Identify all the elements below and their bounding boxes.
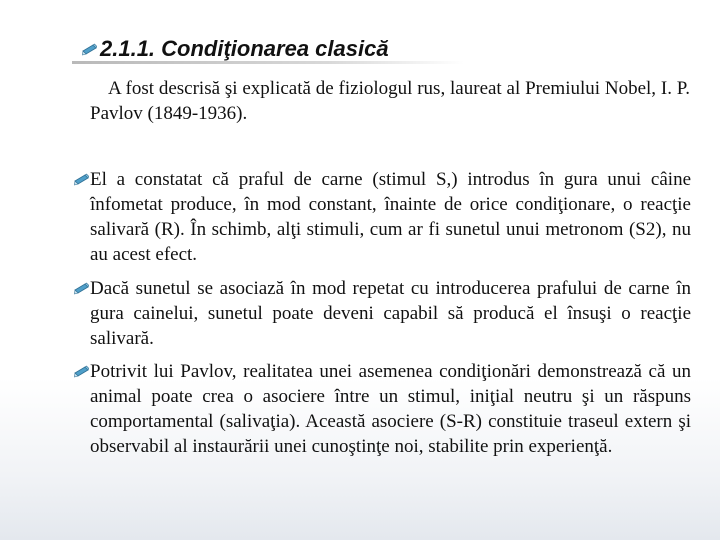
title-underline [72,61,464,64]
slide-title: 2.1.1. Condiţionarea clasică [100,36,389,61]
bullet-text-3: Potrivit lui Pavlov, realitatea unei asemenea condiţionări demonstrează că un animal poate crea o asociere între un stimul, iniţial neutru şi un răspuns comportamental (salivaţia). Această asociere (S-R) constituie traseul extern şi observabil al instaurării unei cunoştinţe noi, stabilite prin experienţă. [90,361,691,457]
bullet-item-3 [90,359,691,459]
bullet-text-2: Dacă sunetul se asociază în mod repetat cu introducerea prafului de carne în gura cainelui, sunetul poate deveni capabil să producă el însuşi o reacţie salivară. [90,278,691,349]
bullet-item-1 [90,167,691,267]
bullet-item-2 [90,276,691,351]
intro-paragraph: A fost descrisă şi explicată de fiziologul rus, laureat al Premiului Nobel, I. P. Pavlov (1849-1936). [90,78,690,124]
pencil-bullet-icon [74,364,89,379]
pencil-bullet-icon [82,42,97,57]
pencil-bullet-icon [74,281,89,296]
pencil-bullet-icon [74,172,89,187]
bullet-text-1: El a constatat că praful de carne (stimul S,) introdus în gura unui câine înfometat produce, în mod constant, înainte de orice condiţionare, o reacţie salivară (R). În schimb, alţi stimuli, cum ar fi sunetul unui metronom (S2), nu au acest efect. [90,169,691,265]
title-row [72,34,472,64]
